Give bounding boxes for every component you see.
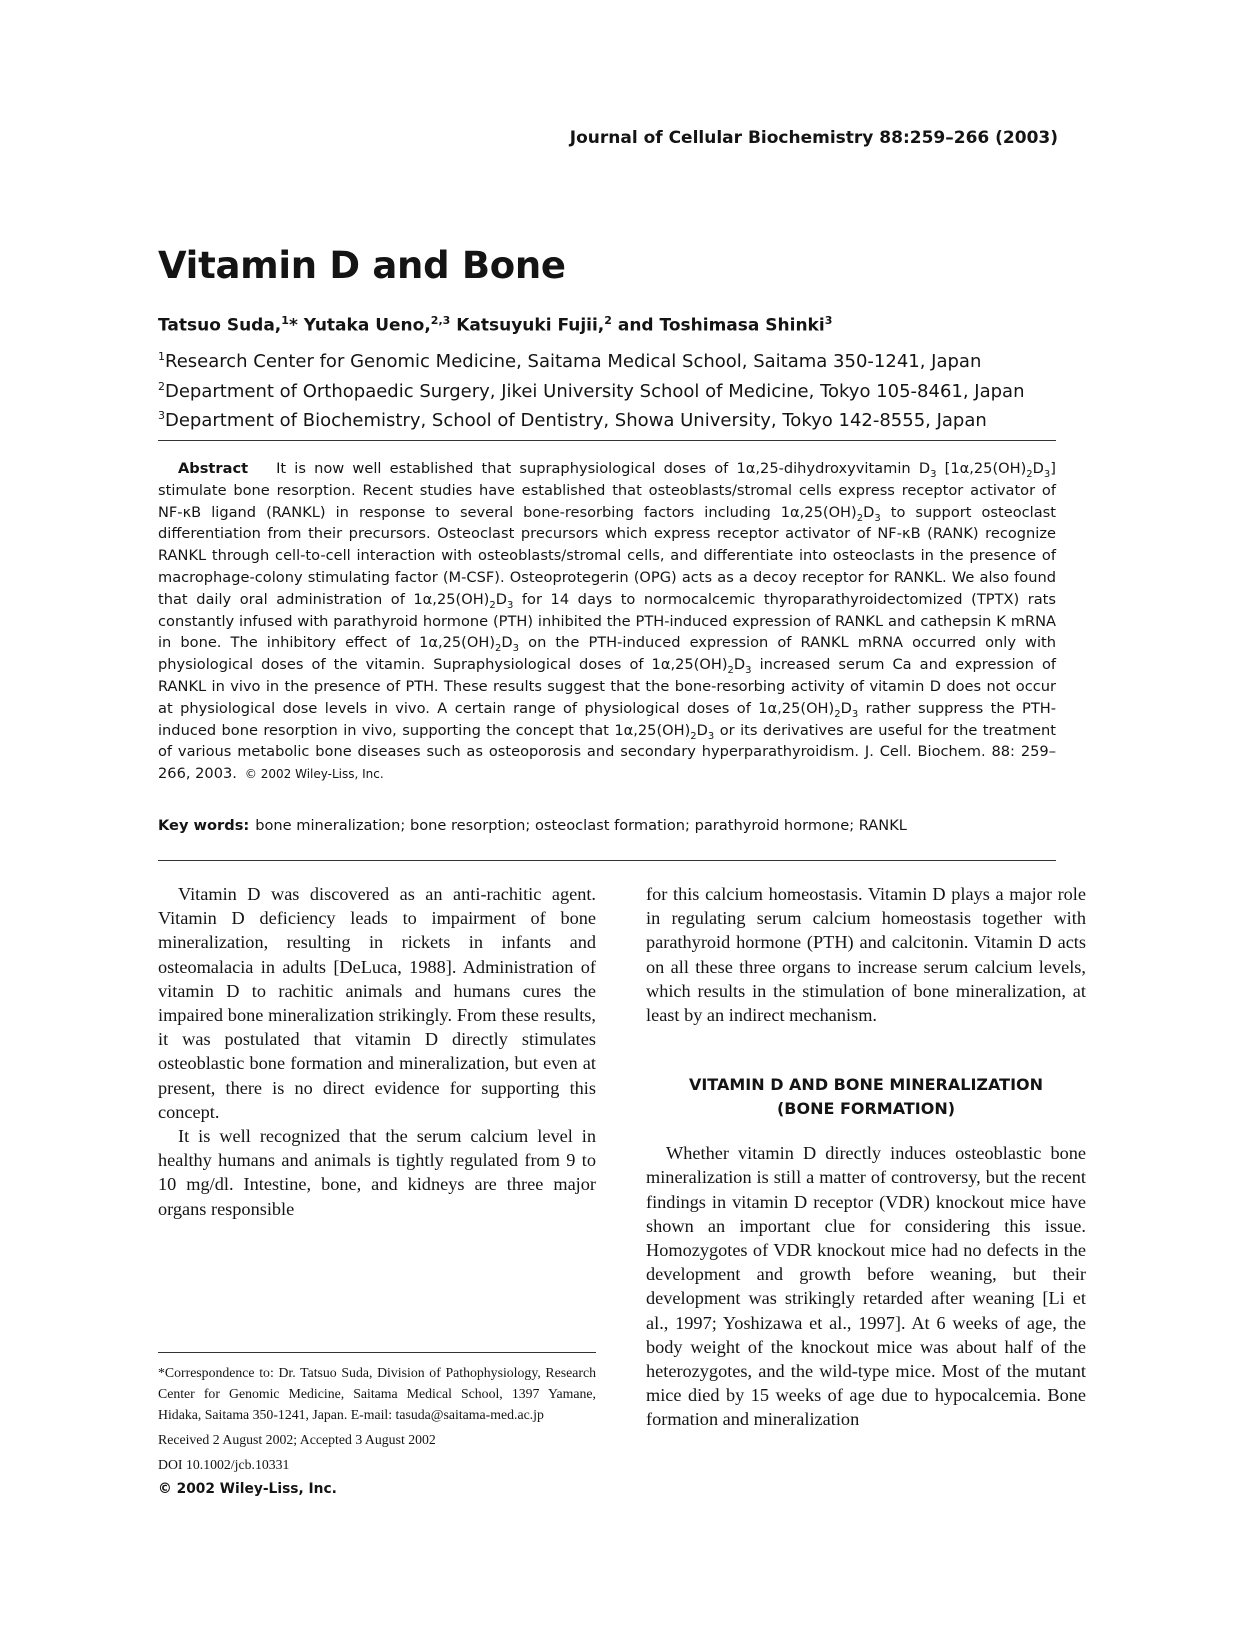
affiliation-marker: 1 xyxy=(158,350,165,363)
author-name: Tatsuo Suda, xyxy=(158,315,282,336)
author-name: and Toshimasa Shinki xyxy=(617,315,825,336)
author-list xyxy=(158,314,832,336)
abstract-text: D xyxy=(863,503,875,521)
affiliation-marker: 2 xyxy=(604,314,612,327)
abstract-copyright: © 2002 Wiley-Liss, Inc. xyxy=(244,767,384,782)
subscript: 3 xyxy=(874,512,881,524)
affiliation-marker: 1 xyxy=(281,314,289,327)
subscript: 2 xyxy=(1026,468,1033,480)
subscript: 3 xyxy=(1043,468,1051,480)
body-column-left xyxy=(158,882,596,1221)
body-paragraph: It is well recognized that the serum calcium level in healthy humans and animals is tightly regulated from 9 to 10 mg/dl. Intestine, bone, and kidneys are three major organs responsible xyxy=(158,1126,596,1219)
author-separator: * xyxy=(288,315,304,336)
footnote-divider xyxy=(158,1352,596,1353)
subscript: 2 xyxy=(690,730,697,742)
abstract-text: for 14 days to normocalcemic thyroparathyroidectomized (TPTX) rats constantly infused with parathyroid hormone (PTH) inhibited the PTH-induced expression of RANKL and cathepsin K mRNA in bone. The inhibitory effect of 1α,25(OH) xyxy=(158,590,1056,652)
body-column-right xyxy=(646,882,1086,1432)
affiliation-marker: 2 xyxy=(158,379,165,393)
keywords-text: bone mineralization; bone resorption; osteoclast formation; parathyroid hormone; RANKL xyxy=(255,817,907,834)
abstract xyxy=(158,458,1056,786)
subscript: 3 xyxy=(707,730,715,742)
abstract-text: D xyxy=(696,721,708,739)
abstract-text: rather suppress the PTH-induced bone resorption in vivo, supporting the concept that 1α,25(OH) xyxy=(158,699,1056,739)
abstract-label: Abstract xyxy=(178,460,249,477)
abstract-text: It is now well established that supraphysiological doses of 1α,25-dihydroxyvitamin D xyxy=(276,460,931,477)
section-heading xyxy=(646,1073,1086,1121)
subscript: 2 xyxy=(489,599,496,611)
subscript: 3 xyxy=(745,665,752,677)
affiliation-marker: 2,3 xyxy=(430,314,451,327)
subscript: 2 xyxy=(495,643,502,655)
divider xyxy=(158,860,1056,861)
abstract-text: ] stimulate bone resorption. Recent studies have established that osteoblasts/stromal cells express receptor activator of NF-κB ligand (RANKL) in response to several bone-resorbing factors including 1α,25(OH) xyxy=(158,460,1056,521)
keywords-label: Key words: xyxy=(158,817,250,834)
section-heading-line: (BONE FORMATION) xyxy=(776,1099,956,1119)
affiliation-list xyxy=(158,345,1025,434)
abstract-text: on the PTH-induced expression of RANKL mRNA occurred only with physiological doses of the vitamin. Supraphysiological doses of 1α,25(OH) xyxy=(158,634,1057,674)
author-name: Katsuyuki Fujii, xyxy=(456,315,605,336)
affiliation-marker: 3 xyxy=(824,314,833,327)
affiliation xyxy=(158,375,1025,405)
footnote-copyright: © 2002 Wiley-Liss, Inc. xyxy=(158,1481,337,1497)
correspondence: *Correspondence to: Dr. Tatsuo Suda, Division of Pathophysiology, Research Center for Genomic Medicine, Saitama Medical School, 1397 Yamane, Hidaka, Saitama 350-1241, Japan. E-mail: tasuda@saitama-med.ac.jp xyxy=(158,1365,596,1422)
body-paragraph: Vitamin D was discovered as an anti-rachitic agent. Vitamin D deficiency leads to impairment of bone mineralization, resulting in rickets in infants and osteomalacia in adults [DeLuca, 1988]. Administration of vitamin D to rachitic animals and humans cures the impaired bone mineralization strikingly. From these results, it was postulated that vitamin D directly stimulates osteoblastic bone formation and mineralization, but even at present, there is no direct evidence for supporting this concept. xyxy=(158,884,596,1122)
subscript: 3 xyxy=(506,599,514,611)
abstract-text: D xyxy=(495,590,507,608)
affiliation xyxy=(158,404,1025,434)
section-heading-line: VITAMIN D AND BONE MINERALIZATION xyxy=(688,1075,1044,1095)
affiliation-text: Research Center for Genomic Medicine, Saitama Medical School, Saitama 350-1241, Japan xyxy=(165,351,982,372)
subscript: 3 xyxy=(851,708,859,720)
footnote xyxy=(158,1362,596,1504)
affiliation-text: Department of Biochemistry, School of Dentistry, Showa University, Tokyo 142-8555, Japan xyxy=(165,410,987,431)
author-name: Yutaka Ueno, xyxy=(303,315,431,336)
journal-citation: Journal of Cellular Biochemistry 88:259–266 (2003) xyxy=(569,128,1058,148)
subscript: 2 xyxy=(856,512,864,524)
abstract-text: increased serum Ca and expression of RANKL in vivo in the presence of PTH. These results suggest that the bone-resorbing activity of vitamin D does not occur at physiological dose levels in vivo. A certain range of physiological doses of 1α,25(OH) xyxy=(158,656,1057,717)
subscript: 3 xyxy=(512,643,520,655)
abstract-text: D xyxy=(840,699,852,717)
abstract-text: D xyxy=(733,656,746,674)
subscript: 2 xyxy=(834,708,841,720)
doi: DOI 10.1002/jcb.10331 xyxy=(158,1457,290,1472)
subscript: 3 xyxy=(930,468,937,480)
abstract-text: [1α,25(OH) xyxy=(936,460,1027,477)
body-paragraph: for this calcium homeostasis. Vitamin D plays a major role in regulating serum calcium homeostasis together with parathyroid hormone (PTH) and calcitonin. Vitamin D acts on all these three organs to increase serum calcium levels, which results in the stimulation of bone mineralization, at least by an indirect mechanism. xyxy=(646,884,1086,1026)
abstract-text: D xyxy=(1032,460,1044,477)
abstract-text: D xyxy=(501,634,513,652)
received-date: Received 2 August 2002; Accepted 3 August 2002 xyxy=(158,1432,436,1447)
affiliation xyxy=(158,345,1025,375)
body-paragraph: Whether vitamin D directly induces osteoblastic bone mineralization is still a matter of controversy, but the recent findings in vitamin D receptor (VDR) knockout mice have shown an important clue for considering this issue. Homozygotes of VDR knockout mice had no defects in the development and growth before weaning, but their development was strikingly retarded after weaning [Li et al., 1997; Yoshizawa et al., 1997]. At 6 weeks of age, the body weight of the knockout mice was about half of the heterozygotes, and the wild-type mice. Most of the mutant mice died by 15 weeks of age due to hypocalcemia. Bone formation and mineralization xyxy=(646,1143,1086,1430)
divider xyxy=(158,440,1056,441)
subscript: 2 xyxy=(727,665,734,677)
article-title: Vitamin D and Bone xyxy=(158,244,566,287)
abstract-text: to support osteoclast differentiation from their precursors. Osteoclast precursors which express receptor activator of NF-κB (RANK) recognize RANKL through cell-to-cell interaction with osteoblasts/stromal cells, and differentiate into osteoclasts in the presence of macrophage-colony stimulating factor (M-CSF). Osteoprotegerin (OPG) acts as a decoy receptor for RANKL. We also found that daily oral administration of 1α,25(OH) xyxy=(158,503,1056,608)
affiliation-marker: 3 xyxy=(158,409,165,422)
affiliation-text: Department of Orthopaedic Surgery, Jikei University School of Medicine, Tokyo 105-8461, Japan xyxy=(165,380,1025,402)
abstract-text: or its derivatives are useful for the treatment of various metabolic bone diseases such as osteoporosis and secondary hyperparathyroidism. J. Cell. Biochem. 88: 259–266, 2003. xyxy=(158,721,1056,783)
keywords xyxy=(158,817,1056,834)
